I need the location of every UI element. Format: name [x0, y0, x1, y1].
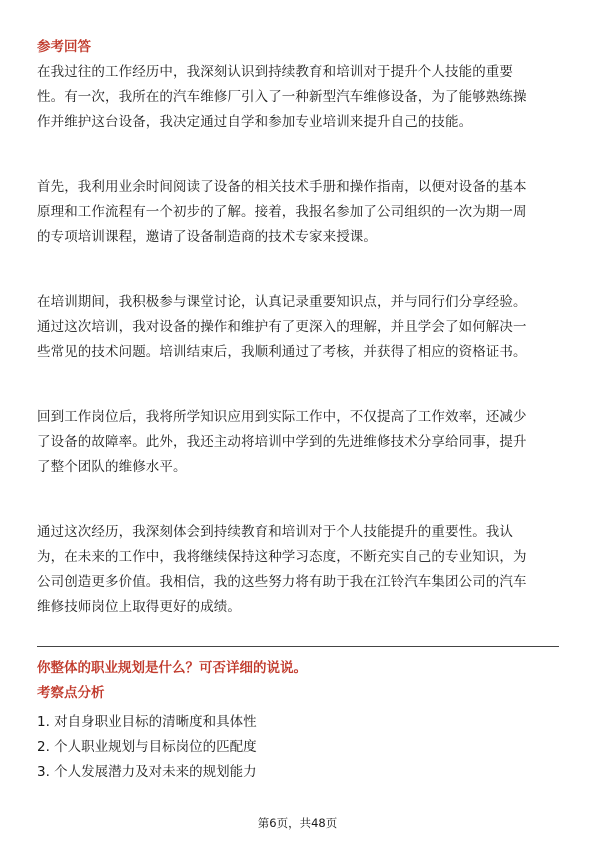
list-item: 1. 对自身职业目标的清晰度和具体性: [37, 714, 257, 730]
paragraph-line: 首先，我利用业余时间阅读了设备的相关技术手册和操作指南，以便对设备的基本: [37, 179, 527, 195]
paragraph-line: 维修技师岗位上取得更好的成绩。: [37, 599, 241, 615]
paragraph-4: [37, 405, 559, 480]
paragraph-5: [37, 520, 559, 620]
paragraph-line: 通过这次经历，我深刻体会到持续教育和培训对于个人技能提升的重要性。我认: [37, 524, 513, 540]
answer-heading: 参考回答: [37, 39, 91, 55]
next-question: 你整体的职业规划是什么？可否详细的说说。: [37, 660, 307, 676]
page-number-footer: 第6页，共48页: [257, 816, 338, 830]
paragraph-1: [37, 60, 559, 135]
paragraph-line: 为，在未来的工作中，我将继续保持这种学习态度，不断充实自己的专业知识，为: [37, 549, 527, 565]
analysis-heading: 考察点分析: [37, 685, 105, 701]
analysis-list: [37, 710, 257, 785]
paragraph-2: [37, 175, 559, 250]
paragraph-3: [37, 290, 559, 365]
list-item: 3. 个人发展潜力及对未来的规划能力: [37, 764, 257, 780]
paragraph-line: 了整个团队的维修水平。: [37, 459, 187, 475]
paragraph-line: 通过这次培训，我对设备的操作和维护有了更深入的理解，并且学会了如何解决一: [37, 319, 527, 335]
paragraph-line: 在培训期间，我积极参与课堂讨论，认真记录重要知识点，并与同行们分享经验。: [37, 294, 527, 310]
paragraph-line: 作并维护这台设备，我决定通过自学和参加专业培训来提升自己的技能。: [37, 114, 473, 130]
paragraph-line: 在我过往的工作经历中，我深刻认识到持续教育和培训对于提升个人技能的重要: [37, 64, 513, 80]
paragraph-line: 了设备的故障率。此外，我还主动将培训中学到的先进维修技术分享给同事，提升: [37, 434, 527, 450]
section-divider: [37, 646, 559, 647]
paragraph-line: 公司创造更多价值。我相信，我的这些努力将有助于我在江铃汽车集团公司的汽车: [37, 574, 527, 590]
paragraph-line: 些常见的技术问题。培训结束后，我顺利通过了考核，并获得了相应的资格证书。: [37, 344, 527, 360]
paragraph-line: 回到工作岗位后，我将所学知识应用到实际工作中，不仅提高了工作效率，还减少: [37, 409, 527, 425]
paragraph-line: 原理和工作流程有一个初步的了解。接着，我报名参加了公司组织的一次为期一周: [37, 204, 527, 220]
paragraph-line: 性。有一次，我所在的汽车维修厂引入了一种新型汽车维修设备，为了能够熟练操: [37, 89, 527, 105]
list-item: 2. 个人职业规划与目标岗位的匹配度: [37, 739, 257, 755]
paragraph-line: 的专项培训课程，邀请了设备制造商的技术专家来授课。: [37, 229, 377, 245]
